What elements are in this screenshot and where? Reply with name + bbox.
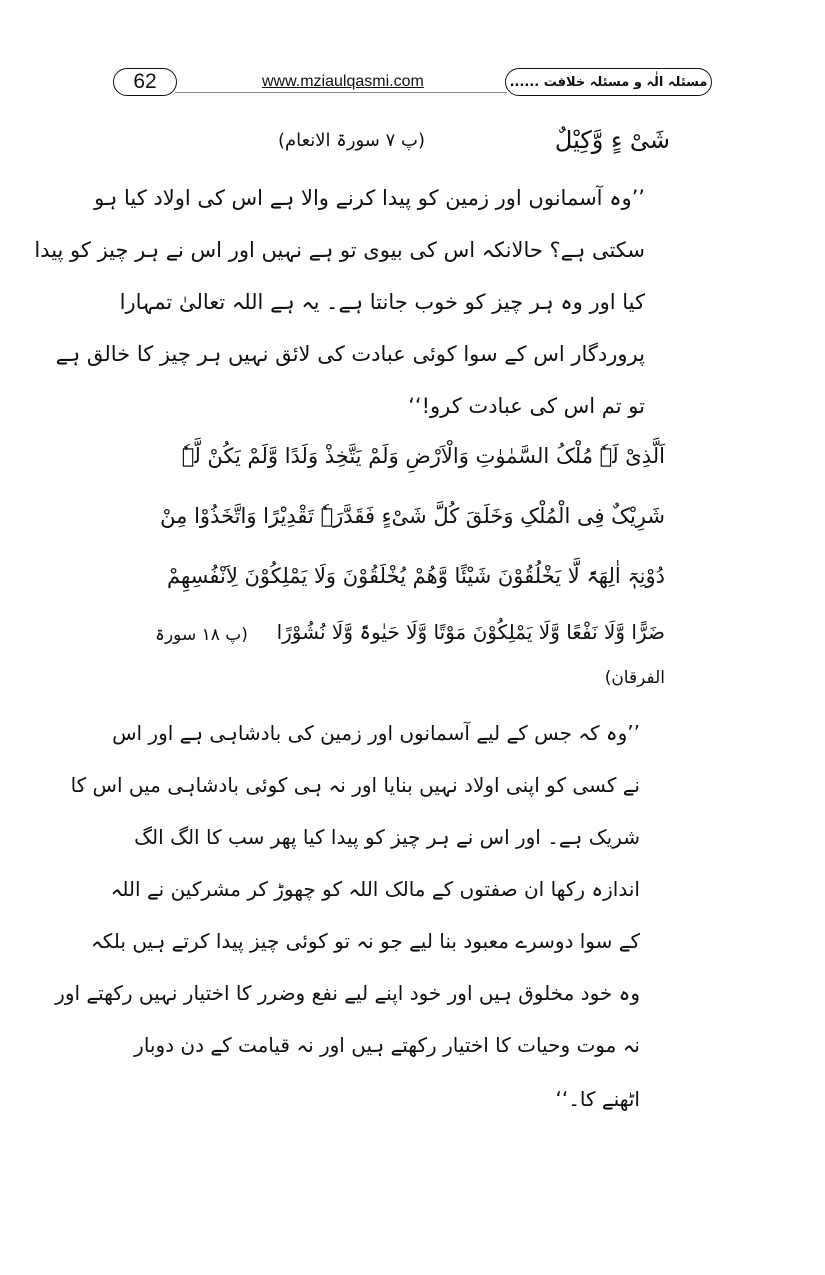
- translation-1: [34, 180, 645, 440]
- verse-tail-line: [130, 126, 670, 166]
- translation-2-line: کے سوا دوسرے معبود بنا لیے جو نہ تو کوئی چیز پیدا کرتے ہیں بلکہ: [91, 929, 640, 953]
- verse-2-reference-cont-line: [560, 668, 665, 698]
- translation-1-line: سکتی ہے؟ حالانکہ اس کی بیوی تو ہے نہیں اور اس نے ہر چیز کو پیدا: [34, 238, 645, 262]
- translation-1-line: کیا اور وہ ہر چیز کو خوب جانتا ہے۔ یہ ہے اللہ تعالیٰ تمہارا: [119, 290, 645, 314]
- translation-2-line: شریک ہے۔ اور اس نے ہر چیز کو پیدا کیا پھر سب کا الگ الگ: [134, 825, 640, 849]
- verse-2-line: اَلَّذِیْ لَہٗ مُلْکُ السَّمٰوٰتِ وَالْاَرْضِ وَلَمْ یَتَّخِذْ وَلَدًا وَّلَمْ یَکُنْ لَّہٗ: [181, 444, 665, 468]
- translation-2: [55, 715, 640, 1155]
- translation-2-line: اٹھنے کا۔‘‘: [555, 1087, 640, 1111]
- verse-2-line: شَرِیْکٌ فِی الْمُلْکِ وَخَلَقَ کُلَّ شَیْءٍ فَقَدَّرَہٗ تَقْدِیْرًا وَاتَّخَذُوْا مِنْ: [160, 504, 665, 528]
- verse-reference: (پ ۷ سورۃ الانعام): [277, 130, 425, 151]
- verse-tail: شَیْ ءٍ وَّکِیْلٌ: [554, 126, 670, 154]
- translation-1-line: ’’وہ آسمانوں اور زمین کو پیدا کرنے والا ہے اس کی اولاد کیا ہو: [94, 186, 645, 210]
- translation-2-line: اندازہ رکھا ان صفتوں کے مالک اللہ کو چھوڑ کر مشرکین نے اللہ: [110, 877, 640, 901]
- website-link[interactable]: www.mziaulqasmi.com: [262, 73, 424, 90]
- header-rule: [175, 92, 507, 93]
- translation-2-line: وہ خود مخلوق ہیں اور خود اپنے لیے نفع وضرر کا اختیار نہیں رکھتے اور: [55, 981, 640, 1005]
- book-title-badge: [505, 68, 712, 96]
- translation-2-line: ’’وہ کہ جس کے لیے آسمانوں اور زمین کی بادشاہی ہے اور اس: [112, 721, 640, 745]
- translation-1-line: پروردگار اس کے سوا کوئی عبادت کی لائق نہیں ہر چیز کا خالق ہے: [55, 342, 645, 366]
- verse-2-reference-cont: الفرقان): [604, 668, 665, 688]
- translation-2-line: نہ موت وحیات کا اختیار رکھتے ہیں اور نہ قیامت کے دن دوبار: [134, 1033, 640, 1057]
- translation-2-line: نے کسی کو اپنی اولاد نہیں بنایا اور نہ ہی کوئی بادشاہی میں اس کا: [70, 773, 640, 797]
- verse-2-reference: (پ ۱۸ سورۃ: [155, 625, 248, 645]
- page-number-badge: [113, 68, 177, 96]
- verse-2: [155, 440, 665, 680]
- page-number: 62: [133, 70, 157, 93]
- translation-1-line: تو تم اس کی عبادت کرو!‘‘: [408, 394, 645, 418]
- book-title: مسئلہ الٰہ و مسئلہ خلافت ......: [509, 74, 708, 90]
- verse-2-line: ضَرًّا وَّلَا نَفْعًا وَّلَا یَمْلِکُوْنَ مَوْتًا وَّلَا حَیٰوۃً وَّلَا نُشُوْرًا: [276, 620, 665, 644]
- verse-2-line: دُوْنِہٖٓ اٰلِھَۃً لَّا یَخْلُقُوْنَ شَیْئًا وَّھُمْ یُخْلَقُوْنَ وَلَا یَمْلِکُوْنَ لِاَنْفُسِھِمْ: [166, 564, 665, 588]
